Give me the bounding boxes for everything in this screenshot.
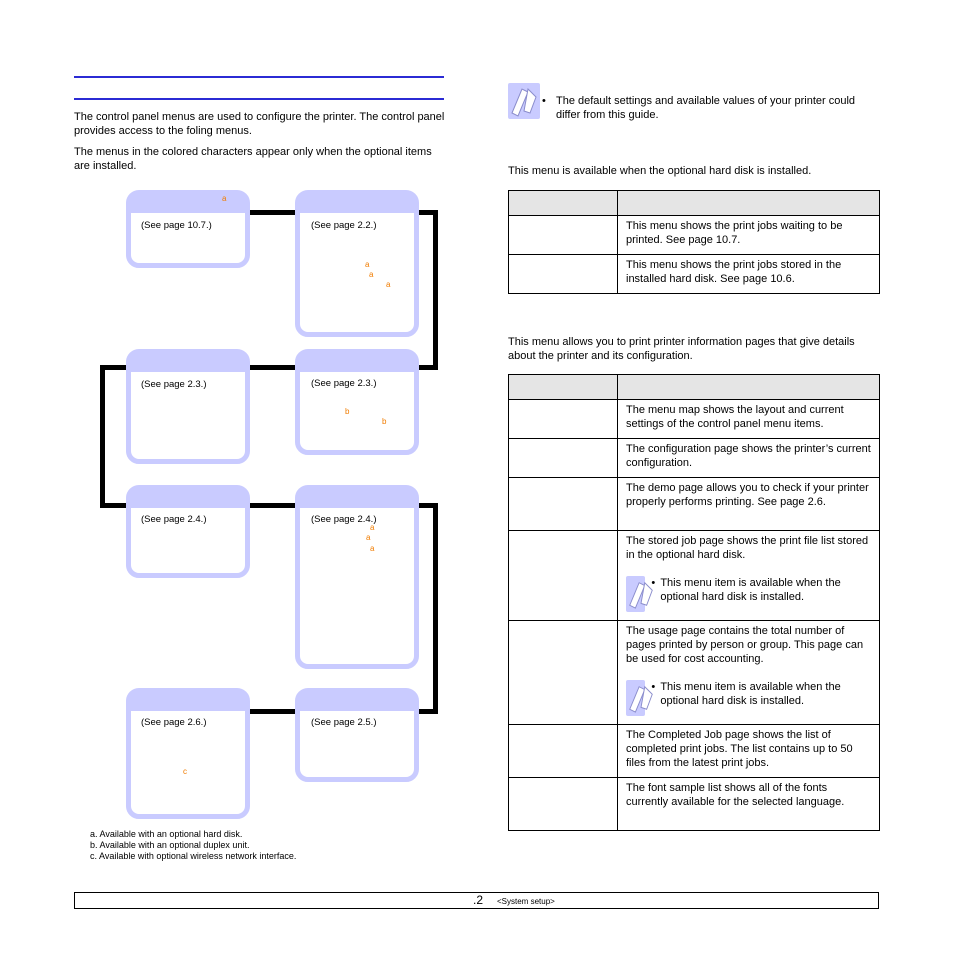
menu-box-emulation xyxy=(295,688,419,782)
section-name: <System setup> xyxy=(497,897,555,906)
see-page-label: (See page 2.6.) xyxy=(141,717,207,728)
table-cell: The demo page allows you to check if your printer properly performs printing. See page 2.6. xyxy=(618,478,880,531)
information-table: The menu map shows the layout and current settings of the control panel menu items. The configuration page shows the printer’s current configuration. The demo page allows you to check if your printer properly performs printing. See page 2.6. The stored job page shows the print file list stored in the optional hard disk. • This menu item is available when the optional hard disk is installed. The usage page contains the total number of pages printed by person or group. This page can be used for cost accounting. • This menu item is available when the optional hard disk is installed. The Completed Job page shows the list of completed print jobs. The list contains up to 50 files from the latest print jobs. The font sample list shows all of the fonts currently available for the selected language. xyxy=(508,374,880,831)
connector-line xyxy=(419,709,438,714)
note-pencil-icon xyxy=(626,680,645,716)
footnote-mark: a xyxy=(386,280,391,289)
footnote-a: a. Available with an optional hard disk. xyxy=(90,829,243,839)
note-pencil-icon xyxy=(626,576,645,612)
job-manage-table xyxy=(508,190,880,294)
menu-box-information xyxy=(295,190,419,337)
connector-line xyxy=(433,210,438,370)
inline-note: This menu item is available when the optional hard disk is installed. xyxy=(660,577,841,603)
connector-line xyxy=(100,503,128,508)
table-cell: This menu shows the print jobs stored in the installed hard disk. See page 10.6. xyxy=(618,255,880,294)
connector-line xyxy=(249,709,297,714)
menu-box-system-setup xyxy=(295,485,419,669)
table-cell: The font sample list shows all of the fonts currently available for the selected language. xyxy=(618,778,880,831)
footnote-mark: a xyxy=(369,270,374,279)
see-page-label: (See page 10.7.) xyxy=(141,220,212,231)
footnote-c: c. Available with optional wireless network interface. xyxy=(90,851,297,861)
inline-note: This menu item is available when the optional hard disk is installed. xyxy=(660,681,841,707)
page-footer xyxy=(74,892,879,909)
connector-line xyxy=(100,365,105,508)
section1-intro: This menu is available when the optional hard disk is installed. xyxy=(508,165,812,177)
footnote-mark: c xyxy=(183,767,187,776)
connector-line xyxy=(433,503,438,714)
footnote-mark: a xyxy=(370,523,375,532)
footnote-mark: a xyxy=(370,544,375,553)
section2-intro: This menu allows you to print printer information pages that give details about the printer and its configuration. xyxy=(508,336,855,362)
top-rule-2 xyxy=(74,98,444,100)
connector-line xyxy=(419,365,438,370)
table-cell: The Completed Job page shows the list of completed print jobs. The list contains up to 50 files from the latest print jobs. xyxy=(618,725,880,778)
see-page-label: (See page 2.3.) xyxy=(141,379,207,390)
footnote-mark: a xyxy=(366,533,371,542)
table-cell: The configuration page shows the printer’s current configuration. xyxy=(618,439,880,478)
intro-paragraph-1: The control panel menus are used to configure the printer. The control panel provides access to the foling menus. xyxy=(74,111,445,137)
top-note-text: The default settings and available values of your printer could differ from this guide. xyxy=(556,95,856,121)
see-page-label: (See page 2.4.) xyxy=(311,514,377,525)
footnote-mark: a xyxy=(365,260,370,269)
note-pencil-icon xyxy=(508,83,540,119)
see-page-label: (See page 2.2.) xyxy=(311,220,377,231)
connector-line xyxy=(249,503,297,508)
table-cell: This menu shows the print jobs waiting to be printed. See page 10.7. xyxy=(618,216,880,255)
connector-line xyxy=(249,365,297,370)
menu-box-paper xyxy=(126,349,250,464)
see-page-label: (See page 2.5.) xyxy=(311,717,377,728)
footnote-mark: a xyxy=(222,194,227,203)
top-rule-1 xyxy=(74,76,444,78)
menu-box-layout xyxy=(295,349,419,455)
see-page-label: (See page 2.3.) xyxy=(311,378,377,389)
page-number: .2 xyxy=(473,893,484,907)
footnote-mark: b xyxy=(345,407,350,416)
connector-line xyxy=(249,210,297,215)
menu-box-graphic xyxy=(126,485,250,578)
intro-paragraph-2: The menus in the colored characters appear only when the optional items are installed. xyxy=(74,146,432,172)
top-note: • The default settings and available values of your printer could differ from this guide. xyxy=(542,94,882,122)
see-page-label: (See page 2.4.) xyxy=(141,514,207,525)
table-cell: The usage page contains the total number of pages printed by person or group. This page can be used for cost accounting. xyxy=(626,625,864,665)
table-cell: The stored job page shows the print file list stored in the optional hard disk. xyxy=(626,535,869,561)
footnote-mark: b xyxy=(382,417,387,426)
table-cell: The menu map shows the layout and current settings of the control panel menu items. xyxy=(618,400,880,439)
footnote-b: b. Available with an optional duplex unit. xyxy=(90,840,250,850)
menu-box-network xyxy=(126,688,250,819)
